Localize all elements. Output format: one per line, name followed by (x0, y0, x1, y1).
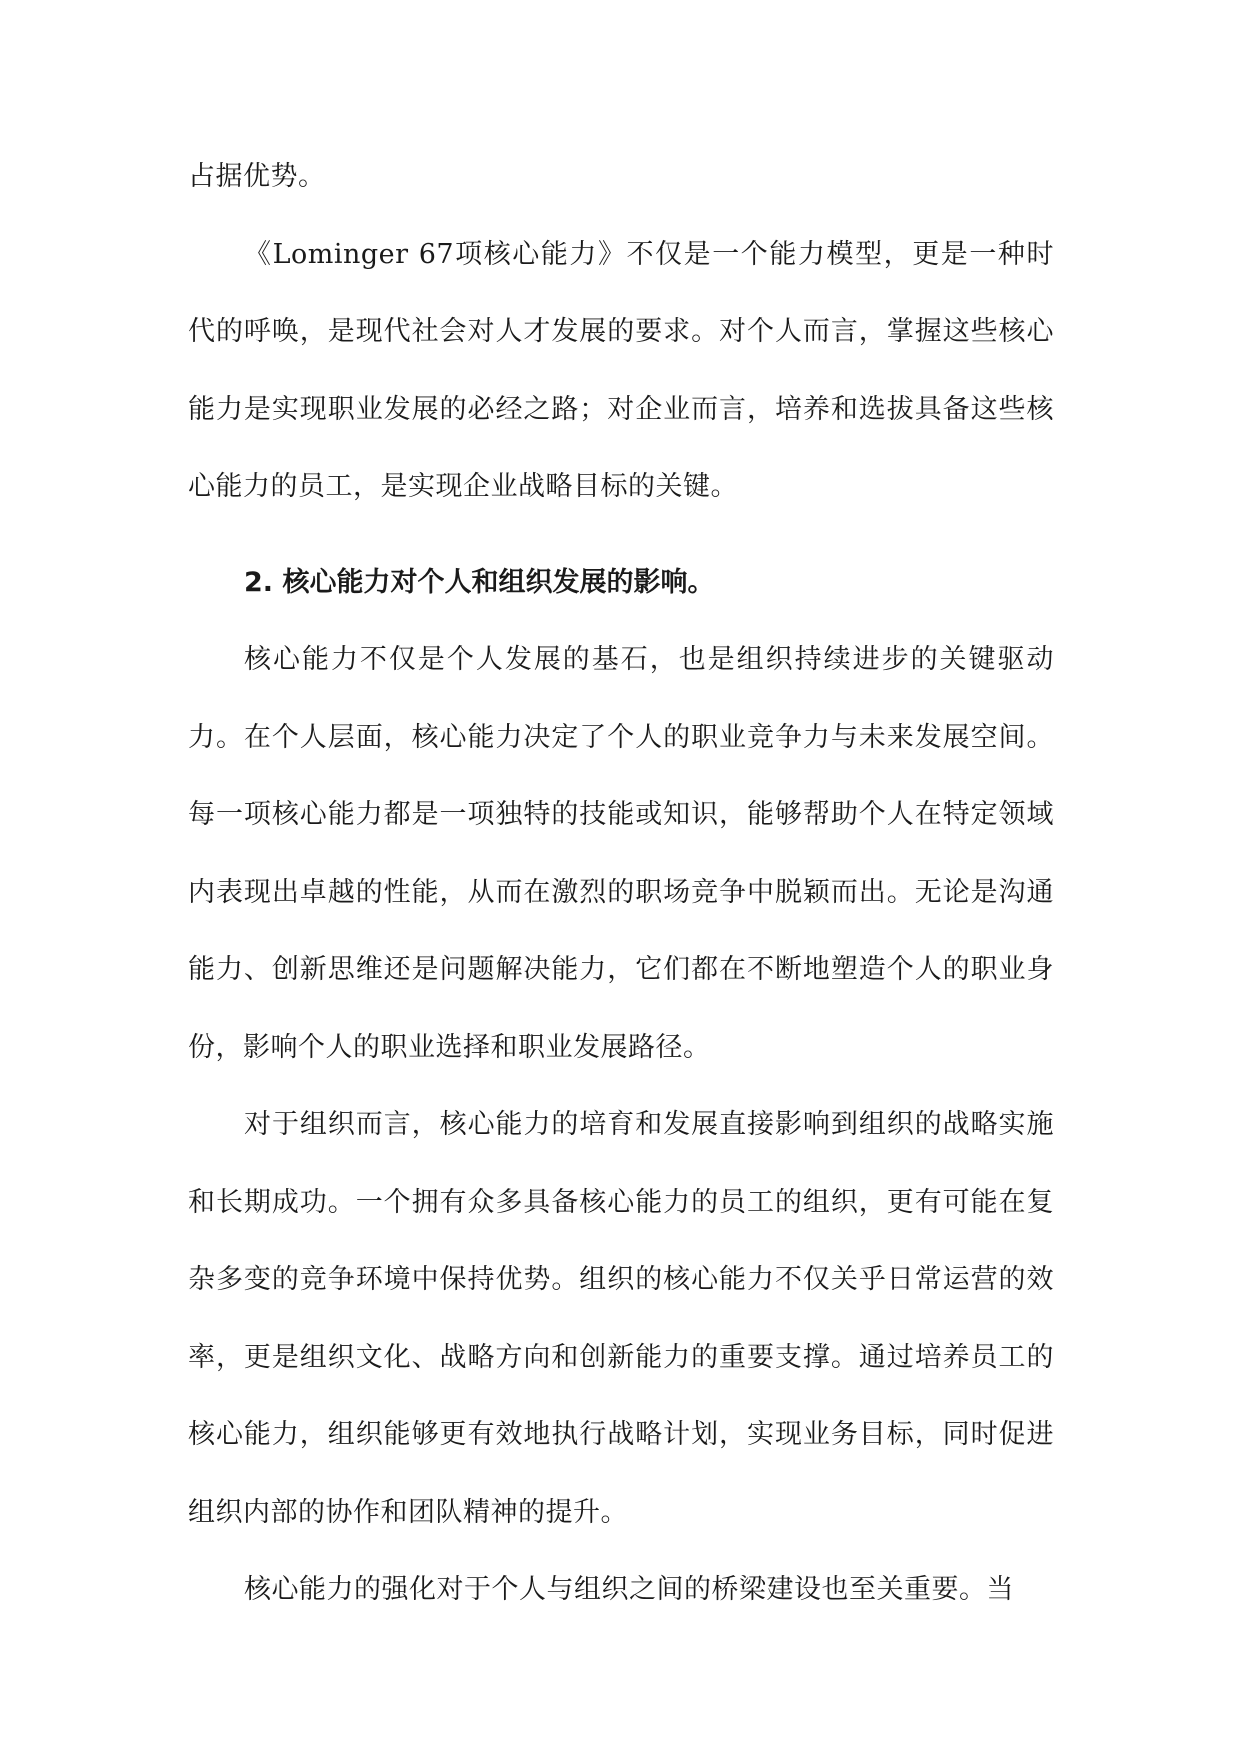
paragraph-continuation: 占据优势。 (188, 161, 326, 192)
paragraph-individual-development: 核心能力不仅是个人发展的基石，也是组织持续进步的关键驱动力。在个人层面，核心能力决定了个人的职业竞争力与未来发展空间。每一项核心能力都是一项独特的技能或知识，能够帮助个人在特定领域内表现出卓越的性能，从而在激烈的职场竞争中脱颖而出。无论是沟通能力、创新思维还是问题解决能力，它们都在不断地塑造个人的职业身份，影响个人的职业选择和职业发展路径。 (188, 644, 1054, 1063)
section-heading: 2. 核心能力对个人和组织发展的影响。 (244, 566, 715, 598)
document-body (188, 138, 1054, 1629)
paragraph-lominger-model: 《Lominger 67项核心能力》不仅是一个能力模型，更是一种时代的呼唤，是现代社会对人才发展的要求。对个人而言，掌握这些核心能力是实现职业发展的必经之路；对企业而言，培养和选拔具备这些核心能力的员工，是实现企业战略目标的关键。 (188, 238, 1054, 502)
paragraph-organization-development: 对于组织而言，核心能力的培育和发展直接影响到组织的战略实施和长期成功。一个拥有众多具备核心能力的员工的组织，更有可能在复杂多变的竞争环境中保持优势。组织的核心能力不仅关乎日常运营的效率，更是组织文化、战略方向和创新能力的重要支撑。通过培养员工的核心能力，组织能够更有效地执行战略计划，实现业务目标，同时促进组织内部的协作和团队精神的提升。 (188, 1109, 1054, 1528)
paragraph-bridge-building: 核心能力的强化对于个人与组织之间的桥梁建设也至关重要。当 (244, 1574, 1014, 1605)
